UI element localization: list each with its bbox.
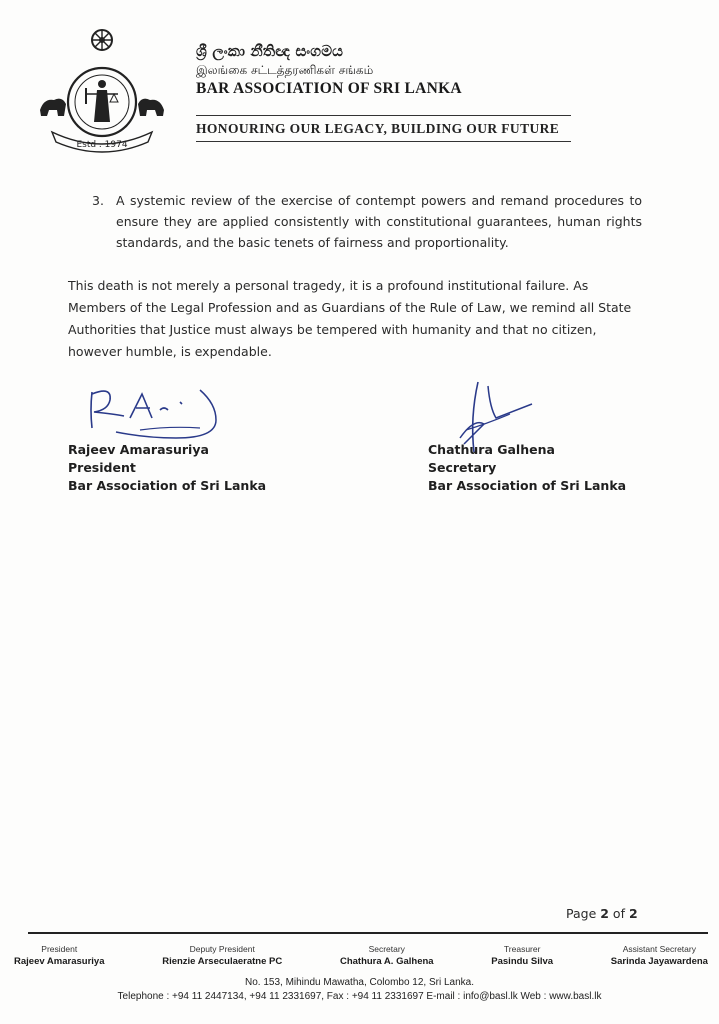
signatory-name: Chathura Galhena xyxy=(428,442,555,457)
org-name-english: BAR ASSOCIATION OF SRI LANKA xyxy=(196,80,462,97)
page-number xyxy=(566,906,638,921)
logo-estd-text: Estd . 1974 xyxy=(76,140,128,150)
bearer-role: President xyxy=(41,944,78,954)
bearer-role: Secretary xyxy=(368,944,405,954)
dharma-wheel-icon xyxy=(92,30,112,50)
bearer-name: Rajeev Amarasuriya xyxy=(14,956,105,967)
office-bearer xyxy=(491,944,553,968)
footer-divider xyxy=(28,932,708,934)
footer-contact: Telephone : +94 11 2447134, +94 11 2331697, Fax : +94 11 2331697 E-mail : info@basl.lk Web : www.basl.lk xyxy=(117,991,602,1002)
page-number-current: 2 xyxy=(600,906,609,921)
justice-figure-icon xyxy=(85,80,118,122)
letterhead-divider xyxy=(196,115,571,116)
signatory-name: Rajeev Amarasuriya xyxy=(68,442,209,457)
bearer-role: Treasurer xyxy=(503,944,541,954)
item-text: A systemic review of the exercise of contempt powers and remand procedures to ensure they are applied consistently with constitutional guarantees, human rights standards, and the basic tenets of fairness and proportionality. xyxy=(116,193,642,250)
bearer-role: Deputy President xyxy=(189,944,255,954)
letterhead-motto: HONOURING OUR LEGACY, BUILDING OUR FUTURE xyxy=(196,121,560,136)
item-number: 3. xyxy=(92,193,104,208)
footer-address: No. 153, Mihindu Mawatha, Colombo 12, Sri Lanka. xyxy=(244,977,474,988)
letterhead-title xyxy=(196,42,576,98)
letterhead-divider xyxy=(196,141,571,142)
bearer-name: Sarinda Jayawardena xyxy=(610,956,708,967)
page-number-total: 2 xyxy=(628,906,638,921)
page-number-separator: of xyxy=(608,906,629,921)
signatory-org: Bar Association of Sri Lanka xyxy=(428,478,627,493)
page-number-prefix: Page xyxy=(566,906,601,921)
office-bearer xyxy=(162,944,282,968)
office-bearer xyxy=(611,944,708,968)
signatory-president xyxy=(68,441,266,495)
bearer-name: Rienzie Arseculaeratne PC xyxy=(162,956,283,967)
bearer-role: Assistant Secretary xyxy=(622,944,696,954)
bearer-name: Pasindu Silva xyxy=(491,956,554,967)
org-name-sinhala: ශ්‍රී ලංකා නීතිඥ සංගමය xyxy=(196,42,344,60)
closing-paragraph: This death is not merely a personal tragedy, it is a profound institutional failure. As Members of the Legal Profession and as Guardians of the Rule of Law, we remind all State Authorities that Justice must always be tempered with humanity and that no citizen, however humble, is expendable. xyxy=(68,278,632,359)
office-bearers xyxy=(14,944,708,968)
bearer-name: Chathura A. Galhena xyxy=(339,956,434,967)
bar-association-logo xyxy=(34,24,170,156)
office-bearer xyxy=(340,944,434,968)
president-signature xyxy=(80,380,240,444)
numbered-item xyxy=(92,190,642,253)
signatory-org: Bar Association of Sri Lanka xyxy=(68,478,267,493)
signatory-title: Secretary xyxy=(428,460,497,475)
signatory-secretary xyxy=(428,441,626,495)
office-bearer xyxy=(14,944,104,968)
org-name-tamil: இலங்கை சட்டத்தரணிகள் சங்கம் xyxy=(196,63,374,77)
signatory-title: President xyxy=(68,460,136,475)
